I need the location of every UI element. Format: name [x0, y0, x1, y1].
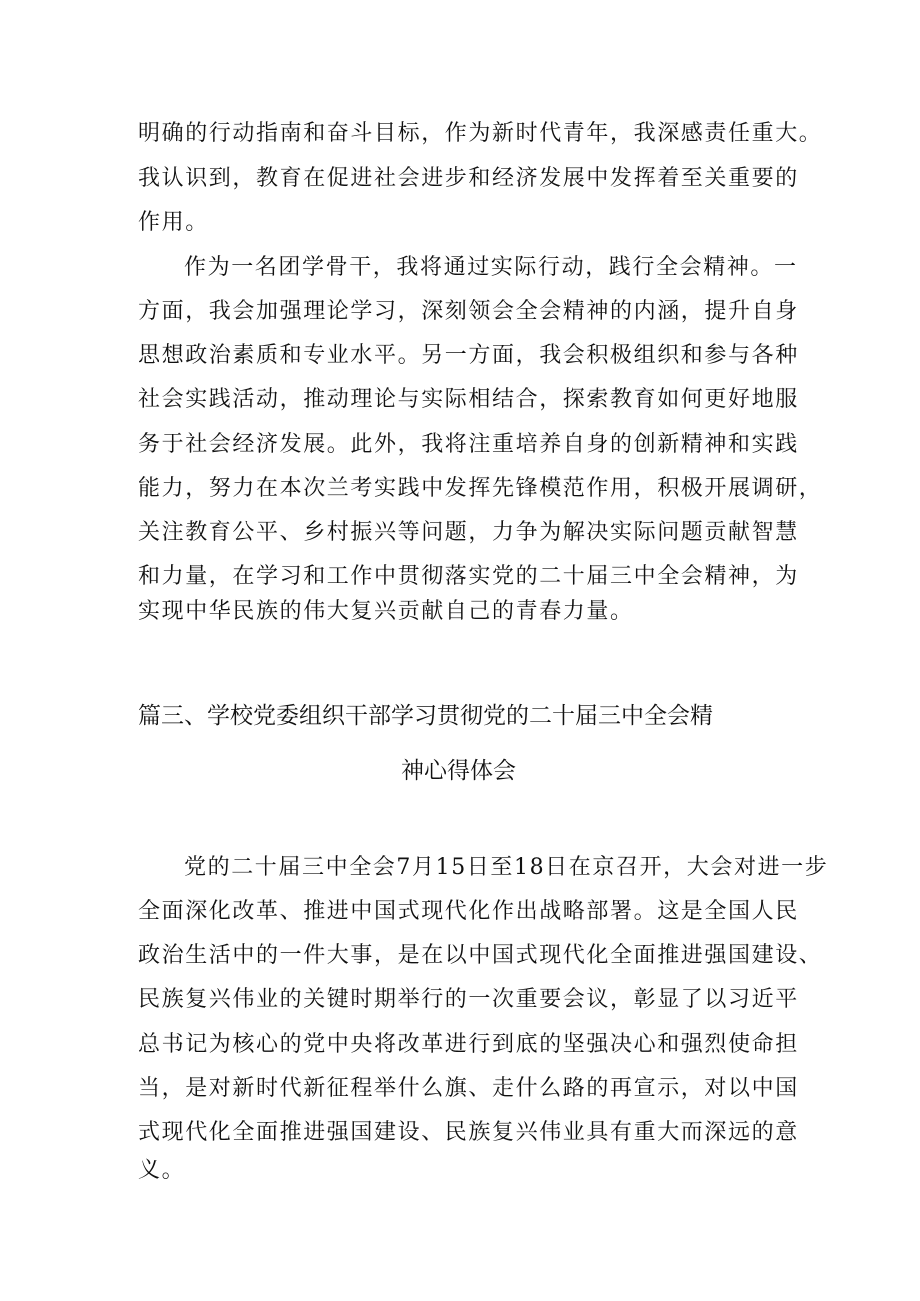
paragraph-line: 方面，我会加强理论学习，深刻领会全会精神的内涵，提升自身 [138, 299, 799, 324]
paragraph-line: 我认识到，教育在促进社会进步和经济发展中发挥着至关重要的 [138, 166, 799, 191]
paragraph-line: 明确的行动指南和奋斗目标，作为新时代青年，我深感责任重大。 [138, 121, 823, 146]
paragraph-line: 总书记为核心的党中央将改革进行到底的坚强决心和强烈使命担 [138, 1032, 799, 1057]
paragraph-line: 当，是对新时代新征程举什么旗、走什么路的再宣示，对以中国 [138, 1076, 799, 1101]
section-heading-continued: 神心得体会 [401, 758, 516, 784]
paragraph-line: 关注教育公平、乡村振兴等问题，力争为解决实际问题贡献智慧 [138, 520, 799, 545]
paragraph-line: 党的二十届三中全会7月15日至18日在京召开，大会对进一步 [184, 855, 829, 880]
paragraph-line: 义。 [138, 1158, 186, 1183]
paragraph-line: 思想政治素质和专业水平。另一方面，我会积极组织和参与各种 [138, 343, 799, 368]
paragraph-line: 实现中华民族的伟大复兴贡献自己的青春力量。 [138, 599, 634, 624]
paragraph-line: 政治生活中的一件大事，是在以中国式现代化全面推进强国建设、 [138, 943, 823, 968]
section-heading: 篇三、学校党委组织干部学习贯彻党的二十届三中全会精 [138, 703, 713, 729]
paragraph-line: 作用。 [138, 210, 209, 235]
paragraph-line: 式现代化全面推进强国建设、民族复兴伟业具有重大而深远的意 [138, 1120, 799, 1145]
paragraph-line: 和力量，在学习和工作中贯彻落实党的二十届三中全会精神，为 [138, 564, 799, 589]
paragraph-line: 能力，努力在本次兰考实践中发挥先锋模范作用，积极开展调研， [138, 476, 823, 501]
paragraph-line: 作为一名团学骨干，我将通过实际行动，践行全会精神。一 [184, 255, 798, 280]
paragraph-line: 全面深化改革、推进中国式现代化作出战略部署。这是全国人民 [138, 899, 799, 924]
paragraph-line: 民族复兴伟业的关键时期举行的一次重要会议，彰显了以习近平 [138, 987, 799, 1012]
paragraph-line: 务于社会经济发展。此外，我将注重培养自身的创新精神和实践 [138, 432, 799, 457]
paragraph-line: 社会实践活动，推动理论与实际相结合，探索教育如何更好地服 [138, 387, 799, 412]
